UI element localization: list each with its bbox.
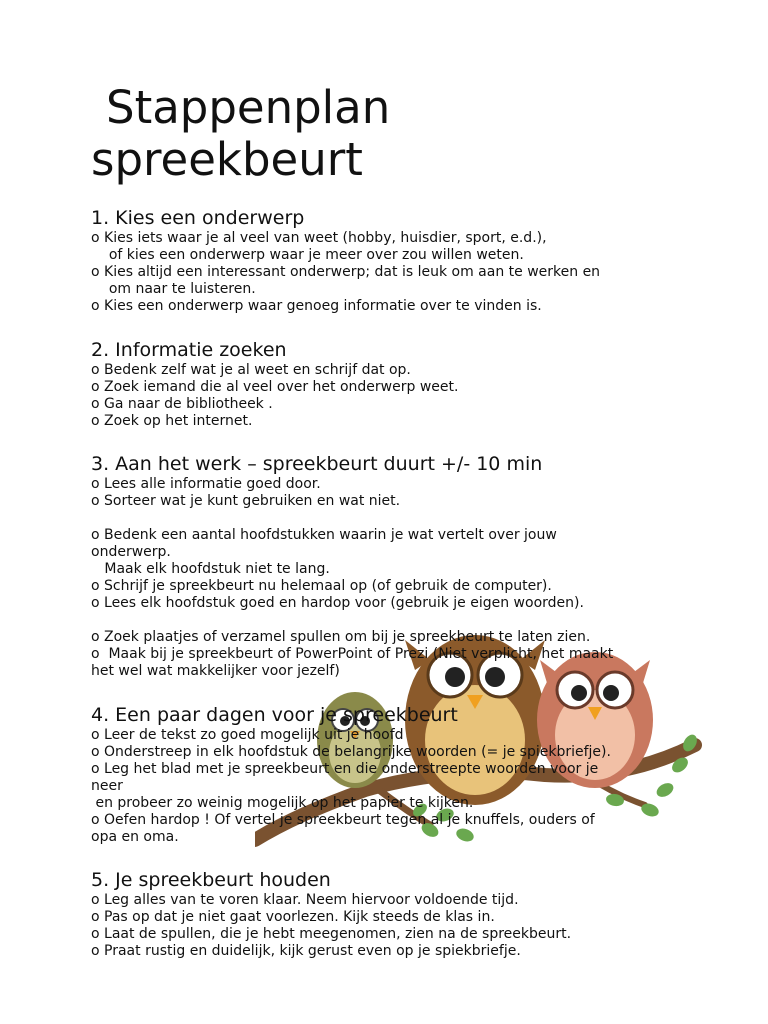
- bullet-line: o Leer de tekst zo goed mogelijk uit je hoofd: [91, 727, 404, 743]
- section-3: [91, 452, 691, 680]
- bullet-line: o Oefen hardop ! Of vertel je spreekbeurt tegen al je knuffels, ouders of: [91, 812, 595, 828]
- bullet-line: o Ga naar de bibliotheek .: [91, 396, 273, 412]
- section-heading: 3. Aan het werk – spreekbeurt duurt +/- 10 min: [91, 453, 543, 475]
- bullet-line: o Zoek iemand die al veel over het onderwerp weet.: [91, 379, 459, 395]
- bullet-line: het wel wat makkelijker voor jezelf): [91, 663, 340, 679]
- bullet-line: opa en oma.: [91, 829, 179, 845]
- bullet-line: onderwerp.: [91, 544, 171, 560]
- section-4: [91, 703, 691, 846]
- bullet-line: en probeer zo weinig mogelijk op het papier te kijken.: [91, 795, 474, 811]
- bullet-line: o Leg het blad met je spreekbeurt en die onderstreepte woorden voor je: [91, 761, 599, 777]
- bullet-line: om naar te luisteren.: [91, 281, 256, 297]
- bullet-line: neer: [91, 778, 123, 794]
- blank-line: [91, 510, 691, 527]
- bullet-line: o Praat rustig en duidelijk, kijk gerust even op je spiekbriefje.: [91, 943, 521, 959]
- section-1: [91, 206, 691, 315]
- section-heading: 4. Een paar dagen voor je spreekbeurt: [91, 704, 458, 726]
- bullet-line: o Zoek op het internet.: [91, 413, 253, 429]
- bullet-line: o Schrijf je spreekbeurt nu helemaal op (of gebruik de computer).: [91, 578, 552, 594]
- section-5: [91, 868, 691, 960]
- section-2: [91, 338, 691, 430]
- bullet-line: o Kies iets waar je al veel van weet (hobby, huisdier, sport, e.d.),: [91, 230, 547, 246]
- bullet-line: o Pas op dat je niet gaat voorlezen. Kijk steeds de klas in.: [91, 909, 495, 925]
- sections: [91, 206, 691, 960]
- title-line-1: Stappenplan: [106, 81, 391, 134]
- bullet-line: o Zoek plaatjes of verzamel spullen om bij je spreekbeurt te laten zien.: [91, 629, 591, 645]
- bullet-line: o Leg alles van te voren klaar. Neem hiervoor voldoende tijd.: [91, 892, 519, 908]
- section-heading: 1. Kies een onderwerp: [91, 207, 305, 229]
- document-page: [91, 82, 691, 960]
- bullet-line: of kies een onderwerp waar je meer over zou willen weten.: [91, 247, 524, 263]
- bullet-line: o Bedenk een aantal hoofdstukken waarin je wat vertelt over jouw: [91, 527, 557, 543]
- bullet-line: o Maak bij je spreekbeurt of PowerPoint of Prezi (Niet verplicht, het maakt: [91, 646, 614, 662]
- bullet-line: o Bedenk zelf wat je al weet en schrijf dat op.: [91, 362, 411, 378]
- bullet-line: Maak elk hoofdstuk niet te lang.: [91, 561, 330, 577]
- bullet-line: o Laat de spullen, die je hebt meegenomen, zien na de spreekbeurt.: [91, 926, 572, 942]
- bullet-line: o Lees elk hoofdstuk goed en hardop voor (gebruik je eigen woorden).: [91, 595, 584, 611]
- section-heading: 2. Informatie zoeken: [91, 339, 287, 361]
- bullet-line: o Sorteer wat je kunt gebruiken en wat niet.: [91, 493, 401, 509]
- blank-line: [91, 612, 691, 629]
- bullet-line: o Lees alle informatie goed door.: [91, 476, 321, 492]
- title-line-2: spreekbeurt: [91, 133, 363, 186]
- document-title: [91, 82, 691, 186]
- bullet-line: o Kies altijd een interessant onderwerp; dat is leuk om aan te werken en: [91, 264, 601, 280]
- bullet-line: o Kies een onderwerp waar genoeg informatie over te vinden is.: [91, 298, 542, 314]
- bullet-line: o Onderstreep in elk hoofdstuk de belangrijke woorden (= je spiekbriefje).: [91, 744, 611, 760]
- section-heading: 5. Je spreekbeurt houden: [91, 869, 331, 891]
